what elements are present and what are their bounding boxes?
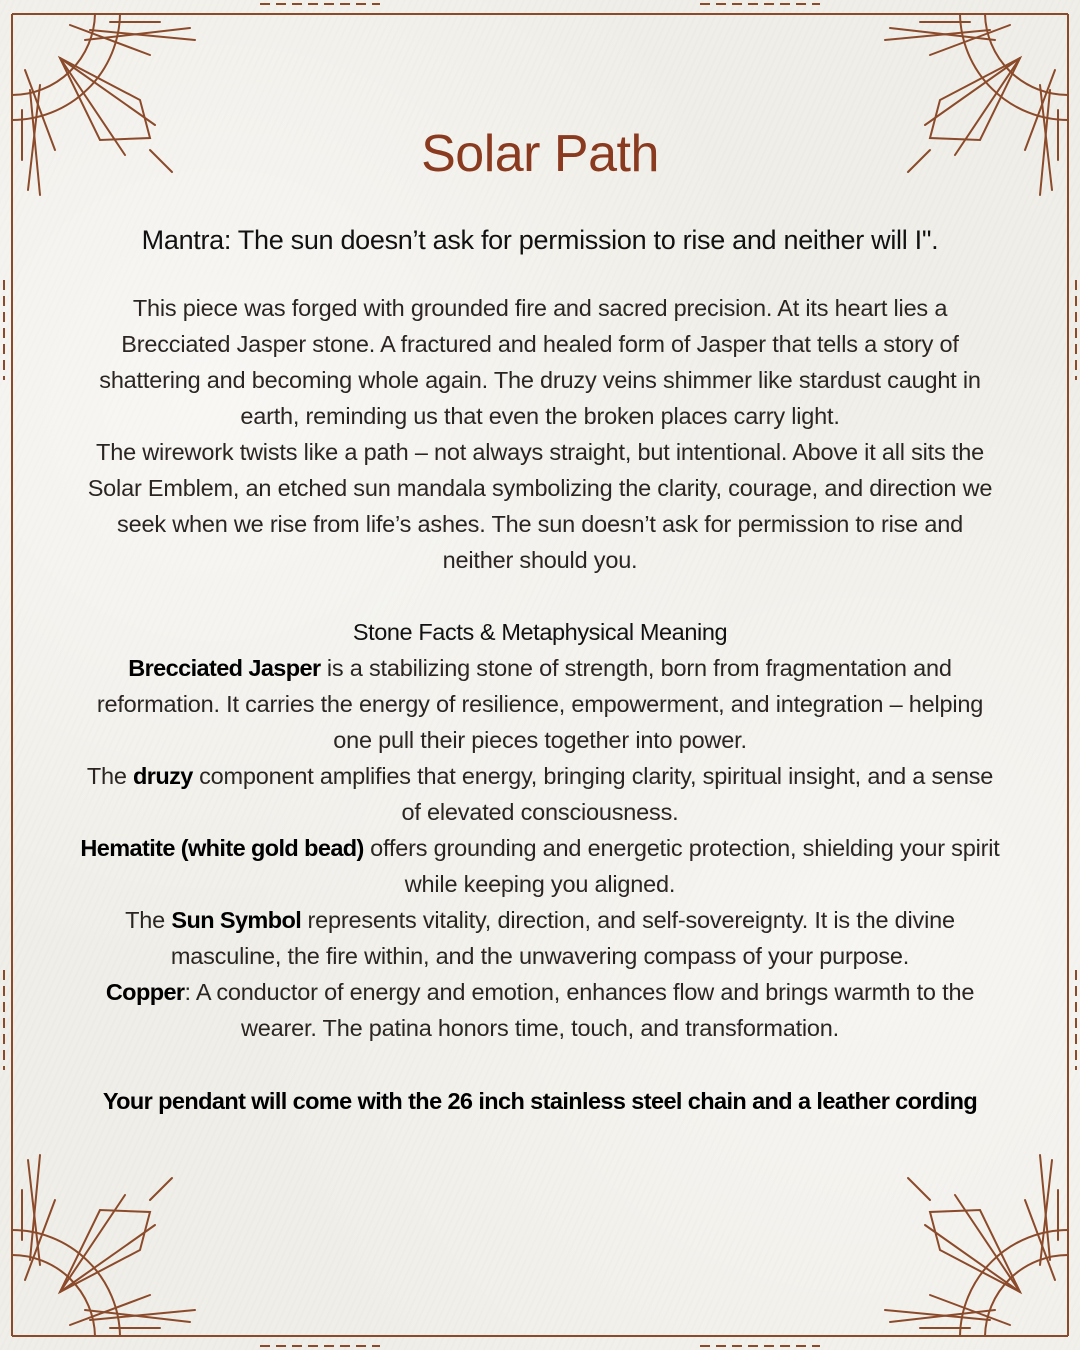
fact-term: Brecciated Jasper [128,655,321,681]
fact-copper [80,974,1000,1046]
fact-text: offers grounding and energetic protection, shielding your spirit while keeping you aligned. [363,835,1000,897]
shipping-note: Your pendant will come with the 26 inch stainless steel chain and a leather cording [102,1088,978,1114]
fact-text: is a stabilizing stone of strength, born from fragmentation and reformation. It carries the energy of resilience, empowerment, and integration – helping one pull their pieces together into power. [96,655,984,753]
fact-jasper [80,650,1000,758]
fact-term: Copper [105,979,185,1005]
fact-hematite [80,830,1000,902]
fact-text: represents vitality, direction, and self-sovereignty. It is the divine masculine, the fire within, and the unwavering compass of your purpose. [170,907,955,969]
description-body [80,290,1000,1046]
fact-term: Hematite (white gold bead) [80,835,364,861]
intro-paragraph: This piece was forged with grounded fire and sacred precision. At its heart lies a Brecciated Jasper stone. A fractured and healed form of Jasper that tells a story of shattering and becoming whole again. The druzy veins shimmer like stardust caught in earth, reminding us that even the broken places carry light. [99,295,981,429]
fact-term: druzy [133,763,193,789]
fact-druzy [80,758,1000,830]
section-heading: Stone Facts & Metaphysical Meaning [352,619,728,645]
fact-term: Sun Symbol [171,907,302,933]
fact-text: component amplifies that energy, bringing clarity, spiritual insight, and a sense of elevated consciousness. [192,763,994,825]
sun-ray-corner-icon [12,1155,195,1336]
section-spacer [80,578,1000,614]
mantra-text: Mantra: The sun doesn’t ask for permission to rise and neither will I". [141,225,939,255]
fact-prefix: The [125,907,172,933]
page-title: Solar Path [421,125,659,183]
intro-paragraph: The wirework twists like a path – not always straight, but intentional. Above it all sits the Solar Emblem, an etched sun mandala symbolizing the clarity, courage, and direction we seek when we rise from life’s ashes. The sun doesn’t ask for permission to rise and neither should you. [87,439,993,573]
fact-sun-symbol [80,902,1000,974]
fact-prefix: The [86,763,134,789]
fact-text: : A conductor of energy and emotion, enhances flow and brings warmth to the wearer. The patina honors time, touch, and transformation. [184,979,975,1041]
sun-ray-corner-icon [885,1155,1068,1336]
